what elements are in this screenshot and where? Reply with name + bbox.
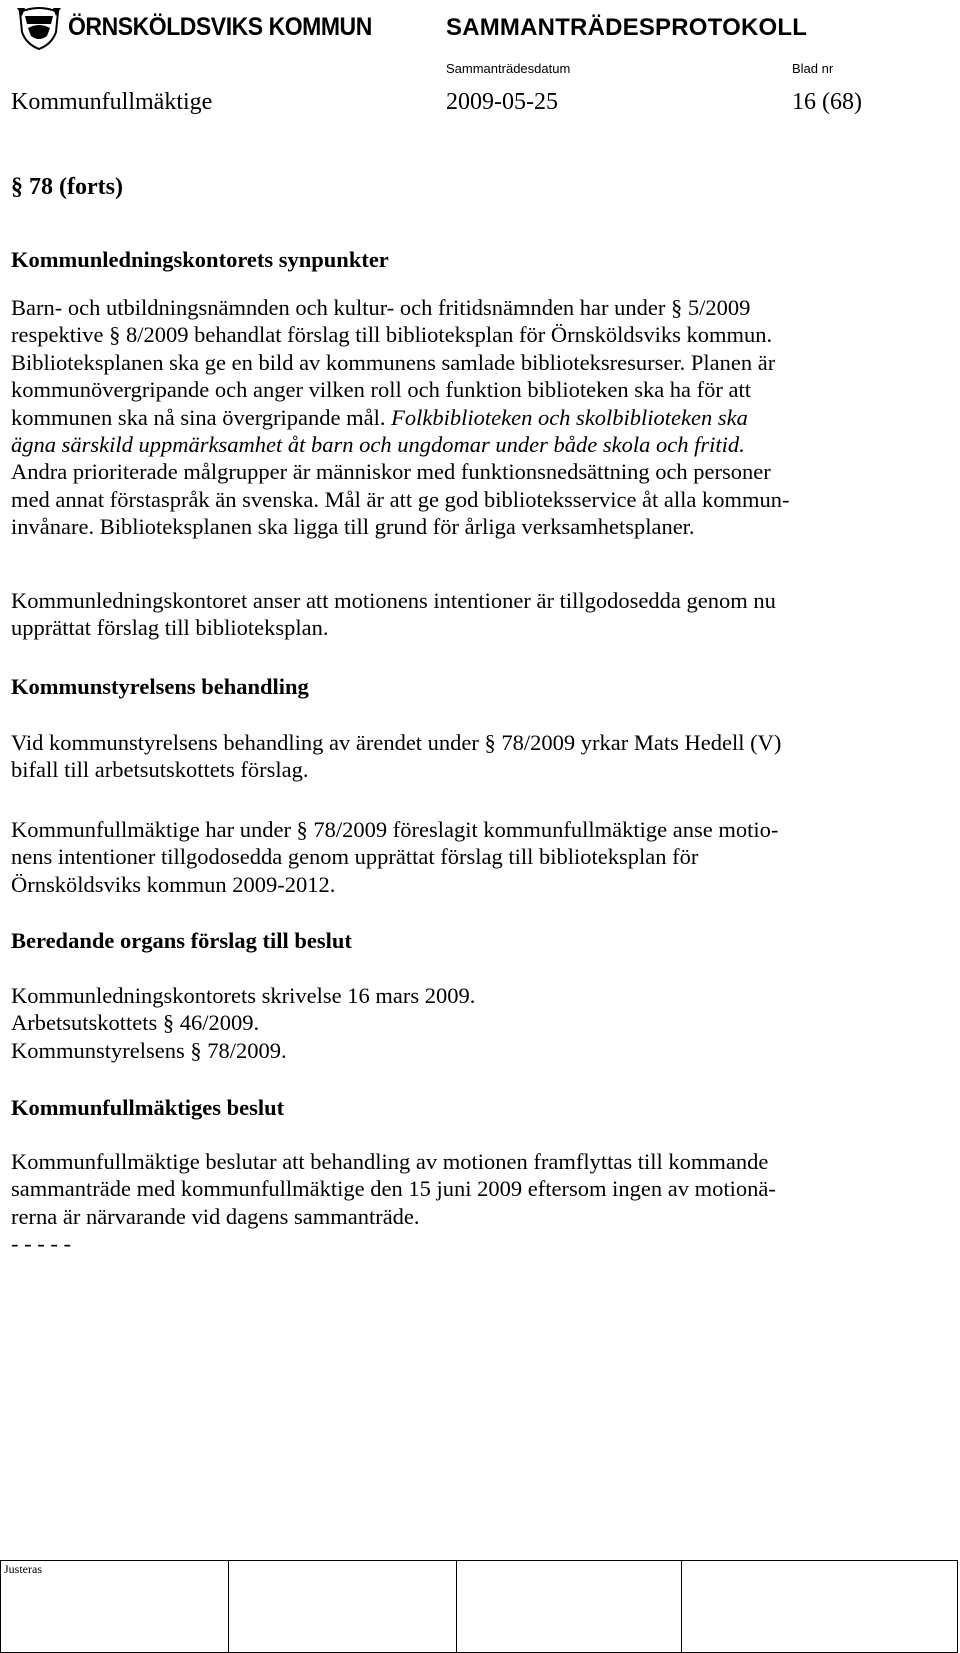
document-type: SAMMANTRÄDESPROTOKOLL: [446, 14, 808, 41]
text-line: Arbetsutskottets § 46/2009.: [11, 1010, 260, 1036]
text-segment: kommunen ska nå sina övergripande mål.: [11, 404, 386, 430]
text-line: nens intentioner tillgodosedda genom upprättat förslag till biblioteksplan för: [11, 844, 699, 870]
text-line: Kommunledningskontorets skrivelse 16 mars 2009.: [11, 983, 476, 1008]
text-line: Vid kommunstyrelsens behandling av ärendet under § 78/2009 yrkar Mats Hedell (V): [11, 730, 782, 755]
heading-beredande: Beredande organs förslag till beslut: [11, 928, 352, 953]
signature-cell: [1, 1561, 229, 1653]
text-line: upprättat förslag till biblioteksplan.: [11, 615, 329, 641]
text-line: rerna är närvarande vid dagens sammanträde.: [11, 1203, 420, 1229]
meeting-date: 2009-05-25: [446, 89, 558, 115]
text-line: respektive § 8/2009 behandlat förslag till biblioteksplan för Örnsköldsviks kommun.: [11, 322, 773, 348]
paragraph-behandling: [11, 729, 946, 784]
paragraph-fullmaktige: [11, 816, 946, 898]
justeras-label: Justeras: [4, 1562, 42, 1576]
end-marker: - - - - -: [11, 1231, 71, 1257]
page-header: [0, 0, 960, 115]
paragraph-synpunkter: [11, 294, 946, 541]
italic-text-line: ägna särskild uppmärksamhet åt barn och ungdomar under både skola och fritid.: [11, 432, 745, 458]
text-line: med annat förstaspråk än svenska. Mål är att ge god biblioteksservice åt alla kommun-: [11, 486, 790, 512]
text-line: Kommunfullmäktige beslutar att behandling av motionen framflyttas till kommande: [11, 1149, 769, 1174]
date-label: Sammanträdesdatum: [446, 61, 571, 76]
municipality-crest-icon: [16, 6, 62, 50]
paragraph-beslut: [11, 1148, 946, 1258]
signature-table: [0, 1560, 958, 1653]
paragraph-kommunledning: [11, 587, 946, 642]
paragraph-beredande: [11, 982, 946, 1064]
signature-footer: [0, 1560, 960, 1652]
heading-behandling: Kommunstyrelsens behandling: [11, 674, 309, 699]
meeting-body: Kommunfullmäktige: [11, 89, 213, 115]
text-line: Kommunstyrelsens § 78/2009.: [11, 1037, 287, 1063]
section-number: § 78 (forts): [11, 174, 123, 200]
signature-cell: [456, 1561, 682, 1653]
org-name: ÖRNSKÖLDSVIKS KOMMUN: [68, 13, 372, 41]
text-line: Andra prioriterade målgrupper är människor med funktionsnedsättning och personer: [11, 459, 771, 485]
page-label: Blad nr: [792, 61, 834, 76]
text-line: invånare. Biblioteksplanen ska ligga till grund för årliga verksamhetsplaner.: [11, 514, 695, 540]
heading-synpunkter: Kommunledningskontorets synpunkter: [11, 247, 389, 272]
text-line: [11, 404, 946, 431]
text-line: sammanträde med kommunfullmäktige den 15 juni 2009 eftersom ingen av motionä-: [11, 1176, 776, 1202]
italic-text: Folkbiblioteken och skolbiblioteken ska: [391, 404, 748, 430]
page-number: 16 (68): [792, 89, 862, 115]
text-line: kommunövergripande och anger vilken roll och funktion biblioteken ska ha för att: [11, 377, 752, 403]
signature-cell: [682, 1561, 958, 1653]
signature-cell: [228, 1561, 456, 1653]
text-line: Biblioteksplanen ska ge en bild av kommunens samlade biblioteksresurser. Planen är: [11, 349, 776, 375]
text-line: Barn- och utbildningsnämnden och kultur- och fritidsnämnden har under § 5/2009: [11, 295, 751, 320]
text-line: bifall till arbetsutskottets förslag.: [11, 757, 309, 783]
heading-beslut: Kommunfullmäktiges beslut: [11, 1095, 285, 1120]
text-line: Kommunfullmäktige har under § 78/2009 föreslagit kommunfullmäktige anse motio-: [11, 817, 779, 842]
text-line: Örnsköldsviks kommun 2009-2012.: [11, 871, 336, 897]
text-line: Kommunledningskontoret anser att motionens intentioner är tillgodosedda genom nu: [11, 588, 776, 613]
